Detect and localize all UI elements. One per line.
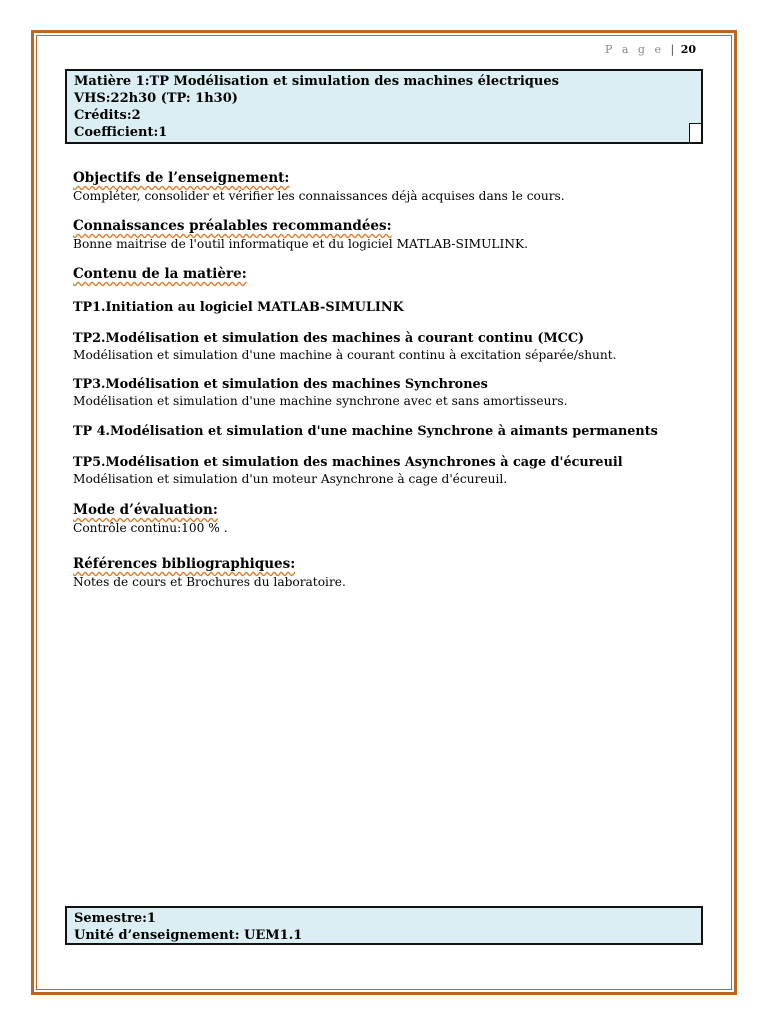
page-separator: |: [670, 43, 675, 56]
matiere-title: Matière 1:TP Modélisation et simulation des machines électriques: [74, 74, 559, 89]
text-evaluation: Contrôle continu:100 % .: [73, 521, 228, 535]
tp1-title: TP1.Initiation au logiciel MATLAB-SIMULINK: [73, 300, 404, 315]
page-number-value: 20: [680, 43, 696, 56]
semester-footer-box: [65, 906, 703, 945]
vhs-hours: VHS:22h30 (TP: 1h30): [74, 91, 238, 106]
tp3-title: TP3.Modélisation et simulation des machines Synchrones: [73, 377, 488, 392]
tp5-desc: Modélisation et simulation d'un moteur Asynchrone à cage d'écureuil.: [73, 472, 508, 486]
tp-item: [73, 455, 693, 487]
section-contenu: [73, 266, 693, 487]
text-objectifs: Compléter, consolider et vérifier les connaissances déjà acquises dans le cours.: [73, 189, 565, 203]
heading-prealables: Connaissances préalables recommandées:: [73, 218, 392, 234]
credits: Crédits:2: [74, 108, 141, 123]
heading-contenu: Contenu de la matière:: [73, 266, 247, 282]
tp-item: [73, 331, 693, 363]
tp5-title: TP5.Modélisation et simulation des machines Asynchrones à cage d'écureuil: [73, 455, 623, 470]
tp4-title: TP 4.Modélisation et simulation d'une machine Synchrone à aimants permanents: [73, 424, 658, 439]
tp2-desc: Modélisation et simulation d'une machine à courant continu à excitation séparée/shunt.: [73, 348, 617, 362]
course-header-box: [65, 69, 703, 144]
tp-item: [73, 377, 693, 409]
section-references: [73, 556, 693, 590]
section-evaluation: [73, 502, 693, 536]
section-prealables: [73, 218, 693, 252]
coefficient: Coefficient:1: [74, 125, 168, 140]
text-prealables: Bonne maitrise de l'outil informatique et du logiciel MATLAB-SIMULINK.: [73, 237, 528, 251]
semestre: Semestre:1: [74, 911, 156, 926]
page-number: [605, 43, 696, 56]
page-label: P a g e: [604, 43, 664, 56]
tp-item: [73, 300, 693, 316]
course-content: [73, 170, 693, 590]
heading-objectifs: Objectifs de l’enseignement:: [73, 170, 290, 186]
text-references: Notes de cours et Brochures du laboratoire.: [73, 575, 346, 589]
tp2-title: TP2.Modélisation et simulation des machines à courant continu (MCC): [73, 331, 585, 346]
section-objectifs: [73, 170, 693, 204]
unite-enseignement: Unité d’enseignement: UEM1.1: [74, 928, 303, 943]
heading-references: Références bibliographiques:: [73, 556, 296, 572]
heading-evaluation: Mode d’évaluation:: [73, 502, 218, 518]
tp3-desc: Modélisation et simulation d'une machine synchrone avec et sans amortisseurs.: [73, 394, 568, 408]
tp-item: [73, 424, 693, 440]
